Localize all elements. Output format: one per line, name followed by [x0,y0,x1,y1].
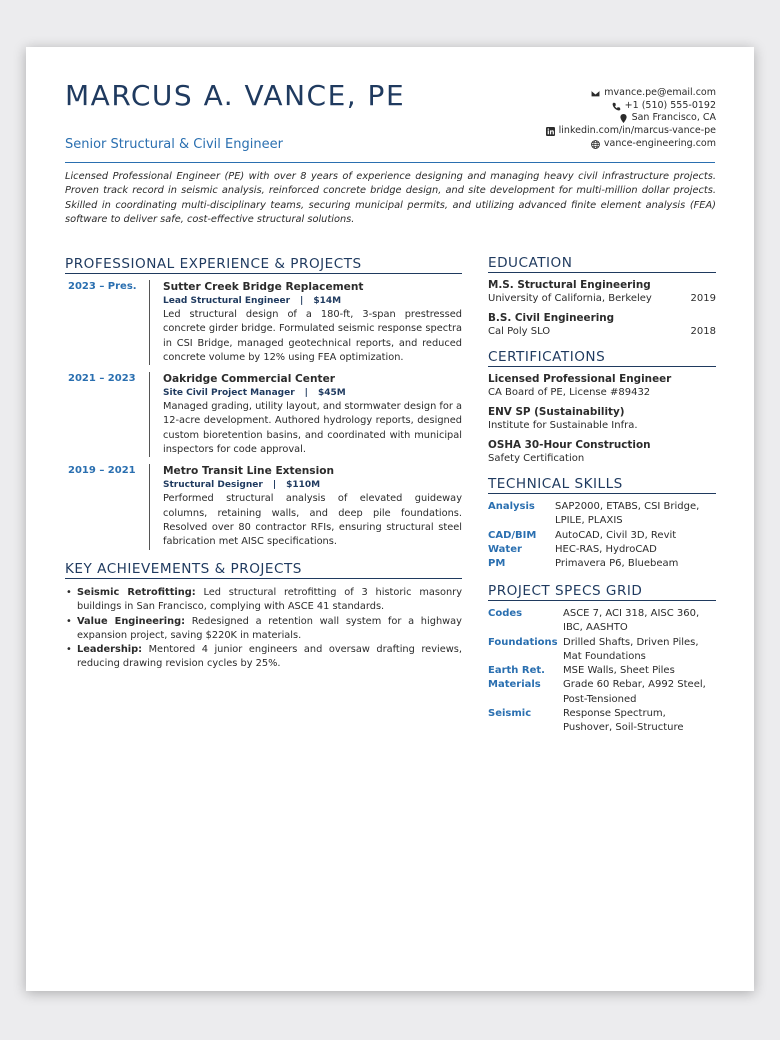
experience-role-line: Lead Structural Engineer | $14M [163,296,342,306]
experience-description: Led structural design of a 180-ft, 3-span prestressed concrete girder bridge. Formulated seismic response spectra in CSI Bridge, managed geotechnical reports, and reduced concrete volume by 12% using FEA optimization. [163,309,462,363]
education-degree: B.S. Civil Engineering [488,312,615,324]
professional-summary: Licensed Professional Engineer (PE) with over 8 years of experience designing and managing heavy civil infrastructure projects. Proven track record in seismic analysis, reinforced concrete bridge design, and site development for multi-million dollar projects. Skilled in coordinating multi-disciplinary teams, securing municipal permits, and utilizing advanced finite element analysis (FEA) software to deliver safe, cost-effective structural solutions. [65,171,716,225]
certification-name: OSHA 30-Hour Construction [488,439,651,451]
skills-heading: TECHNICAL SKILLS [488,476,716,494]
globe-icon [591,140,600,149]
education-list [488,278,716,344]
skill-row [488,557,716,571]
skill-category: Water [488,543,522,555]
spec-category: Foundations [488,636,558,648]
location-pin-icon [619,114,628,123]
experience-list [65,280,462,550]
experience-role: Lead Structural Engineer [163,296,291,306]
certification-item [488,405,716,433]
experience-item [65,280,462,365]
contact-email-text: mvance.pe@email.com [604,87,716,98]
skill-values: AutoCAD, Civil 3D, Revit [555,529,677,541]
achievement-label: Value Engineering: [77,615,186,627]
certification-name: Licensed Professional Engineer [488,373,672,385]
envelope-icon [591,89,600,98]
contact-website[interactable] [546,138,716,151]
spec-row [488,664,716,678]
education-degree: M.S. Structural Engineering [488,279,651,291]
spec-category: Materials [488,679,541,691]
achievements-heading: KEY ACHIEVEMENTS & PROJECTS [65,561,462,579]
experience-description: Performed structural analysis of elevated guideway columns, retaining walls, and deep pile foundations. Resolved over 80 contractor RFIs, ensuring structural steel fabrication met AISC specifications. [163,493,462,548]
certification-detail: Safety Certification [488,453,585,464]
experience-budget: $110M [286,480,321,491]
experience-body [149,372,462,457]
contact-phone[interactable] [546,100,716,113]
experience-role: Site Civil Project Manager [163,388,295,399]
spec-category: Seismic [488,708,532,720]
spec-row [488,707,716,736]
contact-phone-text: +1 (510) 555-0192 [624,99,716,111]
contact-location [546,112,716,125]
skill-row [488,529,716,543]
spec-row [488,678,716,707]
education-year: 2018 [690,326,716,337]
education-heading: EDUCATION [488,255,716,273]
experience-project: Sutter Creek Bridge Replacement [163,281,364,293]
certifications-list [488,372,716,471]
achievement-text: Redesigned a retention wall system for a highway expansion project, saving $220K in materials. [77,615,462,641]
certification-detail: Institute for Sustainable Infra. [488,420,638,431]
specs-heading: PROJECT SPECS GRID [488,583,716,601]
education-school-line [488,292,716,306]
experience-role-line: Site Civil Project Manager | $45M [163,388,346,399]
skill-values: HEC-RAS, HydroCAD [555,543,657,555]
spec-category: Earth Ret. [488,665,545,677]
achievement-item [65,615,462,644]
experience-heading: PROFESSIONAL EXPERIENCE & PROJECTS [65,256,462,274]
achievement-label: Seismic Retrofitting: [77,587,196,598]
certification-detail: CA Board of PE, License #89432 [488,387,651,398]
experience-project: Oakridge Commercial Center [163,373,335,386]
skill-category: CAD/BIM [488,529,537,541]
achievement-text: Led structural retrofitting of 3 historic masonry buildings in San Francisco, complying with ASCE 41 standards. [77,587,462,613]
skill-category: Analysis [488,501,535,512]
certifications-heading: CERTIFICATIONS [488,349,716,367]
education-school: Cal Poly SLO [488,326,551,337]
skill-row [488,543,716,557]
experience-role-line: Structural Designer | $110M [163,480,321,491]
certification-item [488,438,716,466]
education-item [488,311,716,339]
achievement-text: Mentored 4 junior engineers and oversaw drafting reviews, reducing drawing revision cycles by 25%. [77,644,462,670]
spec-row [488,607,716,636]
contact-location-text: San Francisco, CA [631,112,716,124]
skill-category: PM [488,558,506,570]
spec-values: ASCE 7, ACI 318, AISC 360, IBC, AASHTO [563,608,700,634]
experience-item [65,464,462,549]
header-divider [65,162,715,163]
phone-icon [612,102,621,111]
education-year: 2019 [690,293,716,304]
achievement-label: Leadership: [77,644,143,656]
certification-name: ENV SP (Sustainability) [488,406,625,418]
resume-page [26,47,754,991]
experience-item [65,372,462,457]
contact-website-text: vance-engineering.com [603,137,716,149]
experience-budget: $14M [313,296,342,306]
achievement-item [65,643,462,672]
spec-row [488,636,716,665]
candidate-name: MARCUS A. VANCE, PE [65,79,406,112]
skill-values: SAP2000, ETABS, CSI Bridge, LPILE, PLAXIS [555,501,700,527]
spec-values: Drilled Shafts, Driven Piles, Mat Foundations [563,636,699,662]
education-school-line [488,325,716,339]
experience-body [149,464,462,549]
experience-body [149,280,462,365]
contact-block [546,87,716,151]
contact-linkedin-text: linkedin.com/in/marcus-vance-pe [558,125,716,137]
specs-grid [488,607,716,736]
experience-dates: 2021 – 2023 [68,373,136,385]
experience-project: Metro Transit Line Extension [163,465,335,478]
skills-list [488,500,716,571]
contact-email[interactable] [546,87,716,100]
achievement-item [65,586,462,615]
contact-linkedin[interactable] [546,125,716,138]
spec-values: Response Spectrum, Pushover, Soil-Structure [563,708,684,734]
spec-category: Codes [488,608,523,619]
spec-values: MSE Walls, Sheet Piles [563,665,675,677]
candidate-title: Senior Structural & Civil Engineer [65,137,283,152]
experience-dates: 2023 – Pres. [68,281,137,292]
certification-item [488,372,716,400]
experience-dates: 2019 – 2021 [68,465,136,477]
education-school: University of California, Berkeley [488,293,652,304]
achievements-list [65,586,462,672]
skill-row [488,500,716,529]
spec-values: Grade 60 Rebar, A992 Steel, Post-Tensioned [563,679,706,705]
experience-budget: $45M [317,388,346,399]
skill-values: Primavera P6, Bluebeam [555,558,679,570]
education-item [488,278,716,306]
experience-description: Managed grading, utility layout, and stormwater design for a 12-acre development. Authored hydrology reports, designed custom bioretention basins, and coordinated with municipal inspectors for code approval. [163,401,462,456]
experience-role: Structural Designer [163,480,263,491]
linkedin-icon [546,127,555,136]
